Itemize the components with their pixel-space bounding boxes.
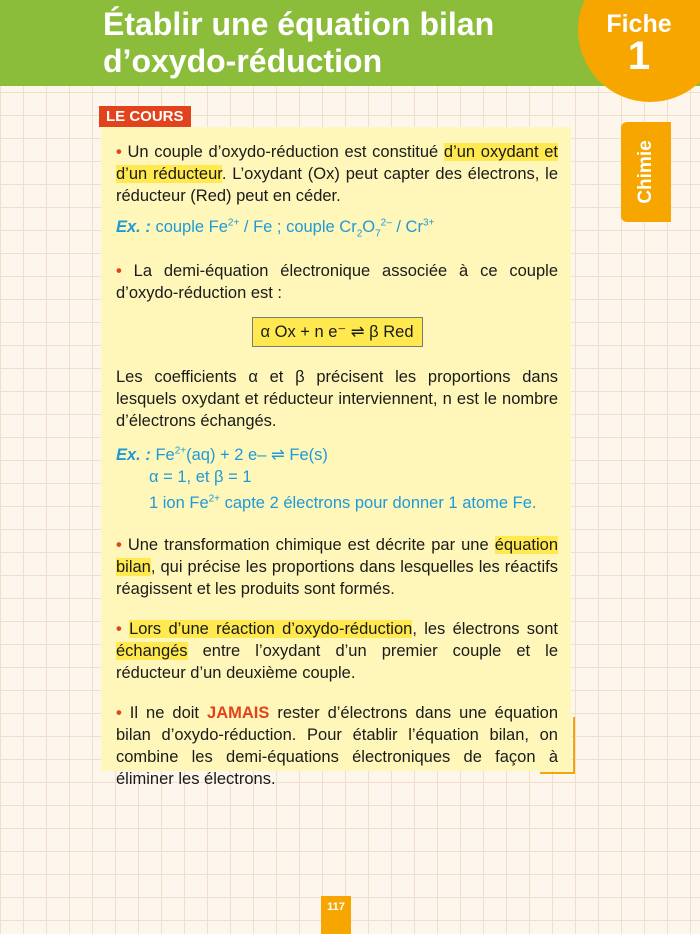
example-iron-line-1 [116,444,558,466]
example-couples [116,216,558,238]
text: capte 2 électrons pour donner 1 atome Fe. [220,494,537,512]
text: O [362,218,376,236]
paragraph-equation-bilan [116,534,558,600]
paragraph-half-equation [116,260,558,304]
paragraph-coefficients: Les coefficients α et β précisent les proportions dans lesquels oxydant et réducteur interviennent, n est le nombre d’électrons échangés. [116,368,558,430]
example-label: Ex. : [116,218,151,236]
superscript: 2+ [208,493,221,505]
text: / Cr [391,218,423,236]
section-label: LE COURS [99,106,191,127]
text: 1 ion Fe [149,494,209,512]
subscript: 7 [375,228,381,240]
superscript: 3+ [422,217,435,229]
example-iron [116,444,558,514]
superscript: 2– [380,217,392,229]
fiche-number: 1 [627,34,651,78]
bullet-icon: • [116,620,122,638]
highlight: Lors d’une réaction d’oxydo-réduction [129,620,413,638]
text: Une transformation chimique est décrite par une [127,536,495,554]
highlight: équation bilan [116,536,558,576]
text: entre l’oxydant d’un premier couple et le réducteur d’un deuxième couple. [116,642,558,682]
bullet-icon: • [116,143,122,161]
text: rester d’électrons dans une équation bilan d’oxydo-réduction. Pour établir l’équation bilan, on combine les demi-équations électroniques de façon à éliminer les électrons. [116,704,558,788]
example-label: Ex. : [116,446,151,464]
text: Fe [150,446,175,464]
text: / Fe ; couple Cr [239,218,357,236]
superscript: 2+ [227,217,240,229]
page-title [103,6,563,80]
paragraph-never-electrons [116,702,558,790]
text: La demi-équation électronique associée à ce couple d’oxydo-réduction est : [116,262,558,302]
text: , qui précise les proportions dans lesquelles les réactifs réagissent et les produits sont formés. [116,558,558,598]
example-text [150,217,435,240]
bullet-icon: • [116,704,122,722]
example-iron-line-2: α = 1, et β = 1 [149,468,252,486]
text: (aq) + 2 e– ⇌ Fe(s) [186,446,328,464]
title-line-2: d’oxydo-réduction [103,43,383,79]
title-line-1: Établir une équation bilan [103,6,495,42]
highlight: d’un oxydant et d’un réducteur [116,143,558,183]
text: , les électrons sont [412,620,558,638]
bullet-icon: • [116,536,122,554]
text: couple Fe [150,218,228,236]
bullet-icon: • [116,262,122,280]
paragraph-couple-definition [116,141,558,207]
subscript: 2 [356,228,363,240]
subject-tab-label: Chimie [635,140,656,204]
formula-container [116,317,558,347]
subject-tab [621,122,671,222]
fiche-badge [578,0,700,102]
fiche-label: Fiche [606,10,672,38]
highlight: échangés [116,642,188,660]
text: Un couple d’oxydo-réduction est constitué [127,143,444,161]
text: . L’oxydant (Ox) peut capter des électrons, le réducteur (Red) peut en céder. [116,165,558,205]
paragraph-electron-exchange [116,618,558,684]
text: Il ne doit [129,704,208,722]
course-content [116,141,558,790]
half-equation-formula: α Ox + n e⁻ ⇌ β Red [252,317,423,347]
example-iron-line-3 [116,492,558,514]
page-number: 117 [321,896,351,934]
emphasis-jamais: JAMAIS [207,704,270,722]
superscript: 2+ [174,445,187,457]
